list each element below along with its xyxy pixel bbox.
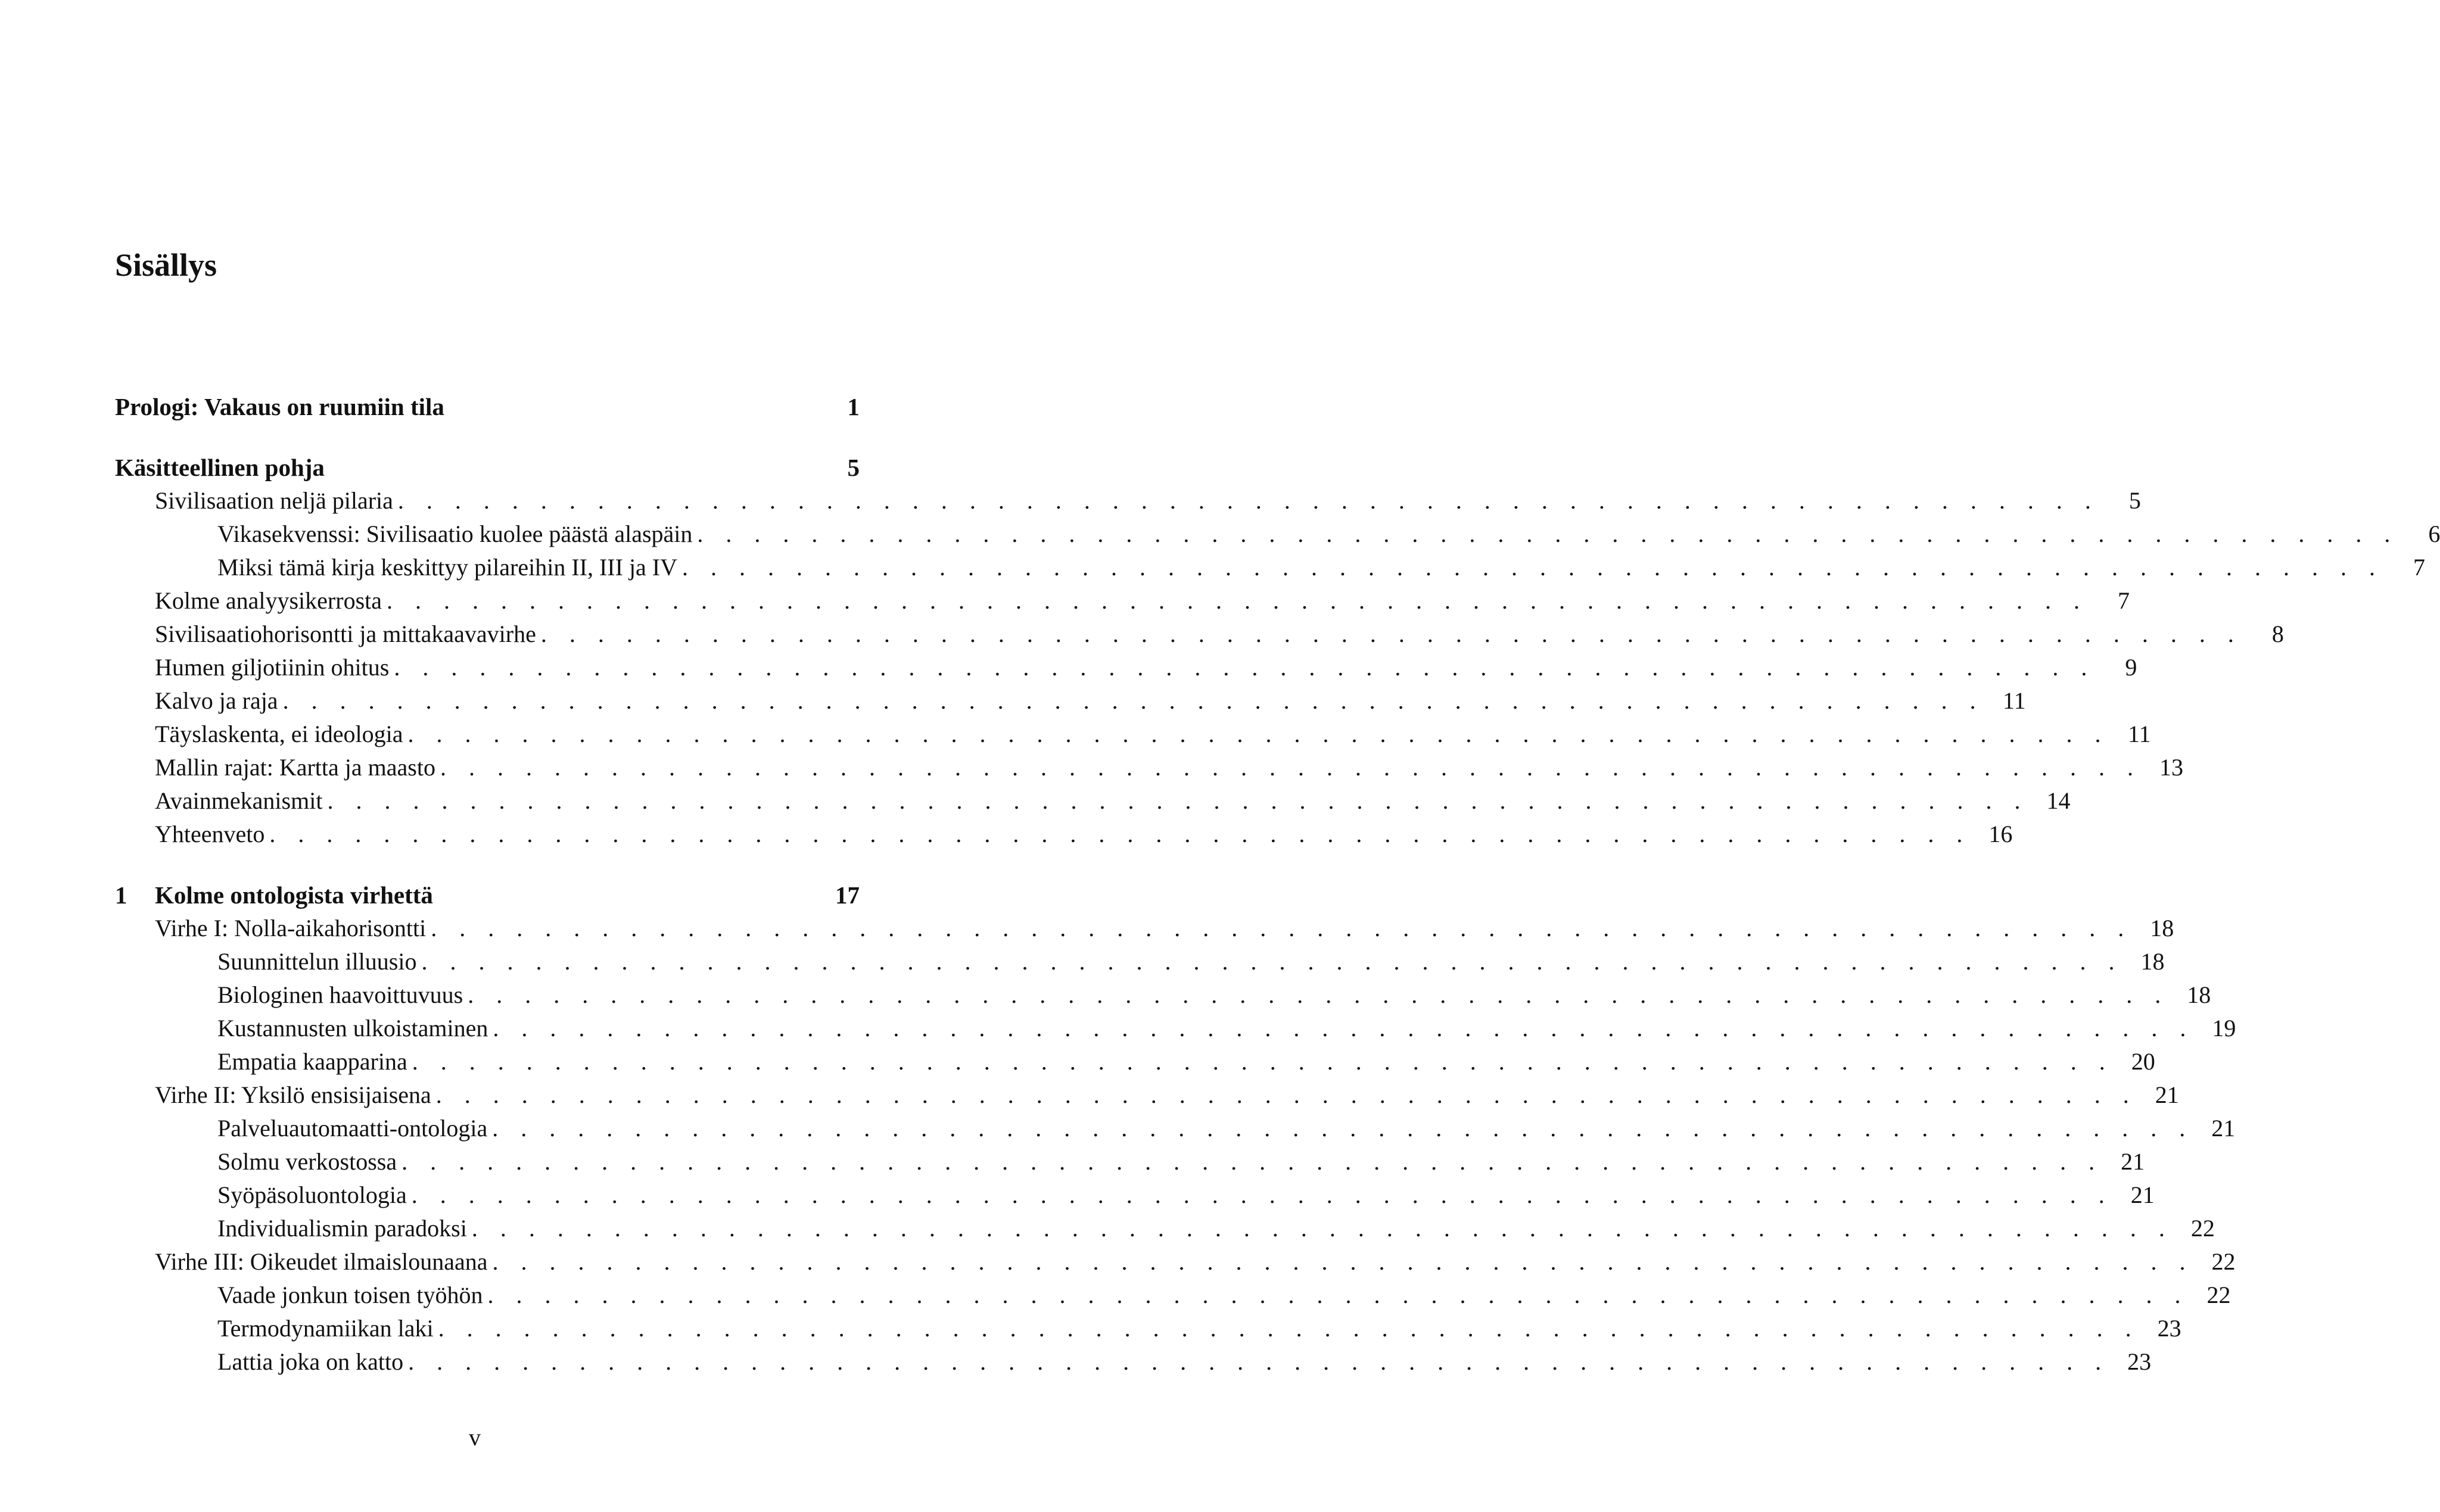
toc-entry-label: Sivilisaatiohorisontti ja mittakaavavirhe xyxy=(155,618,541,651)
toc-entry[interactable] xyxy=(115,1012,2236,1045)
toc-entry-label: Empatia kaapparina xyxy=(217,1045,412,1078)
toc-entry[interactable] xyxy=(115,818,2013,851)
toc-entry[interactable] xyxy=(115,1145,2145,1179)
toc-page-number: 23 xyxy=(2127,1348,2152,1375)
toc-page-number: 21 xyxy=(2121,1148,2145,1175)
toc-entry[interactable] xyxy=(115,945,2165,978)
toc-entry-label: Avainmekanismit xyxy=(155,784,327,818)
dot-leader: . . . . . . . . . . . . . . . . . . . . . . . . . . . . . . . . . . . . . . . . . . . . . . . . . . . . . . . . . . . . xyxy=(327,787,2029,814)
toc-entry[interactable] xyxy=(115,718,2151,751)
table-of-contents xyxy=(115,390,2440,1379)
toc-part-entry[interactable] xyxy=(115,390,860,423)
toc-entry[interactable] xyxy=(115,618,2284,651)
toc-entry[interactable] xyxy=(115,517,2440,551)
toc-entry[interactable] xyxy=(115,584,2130,618)
dot-leader: . . . . . . . . . . . . . . . . . . . . . . . . . . . . . . . . . . . . . . . . . . . . . . . . . . . . . . . . . . . . xyxy=(468,981,2170,1008)
toc-entry-label: Kolme analyysikerrosta xyxy=(155,584,387,618)
dot-leader: . . . . . . . . . . . . . . . . . . . . . . . . . . . . . . . . . . . . . . . . . . . . . . . . . . . . . . . . . . . . xyxy=(408,1348,2110,1375)
toc-entry[interactable] xyxy=(115,1245,2236,1279)
dot-leader: . . . . . . . . . . . . . . . . . . . . . . . . . . . . . . . . . . . . . . . . . . . . . . . . . . . . . . . . . . . . xyxy=(412,1048,2114,1075)
dot-leader: . . . . . . . . . . . . . . . . . . . . . . . . . . . . . . . . . . . . . . . . . . . . . . . . . . . . . . . . . . . . xyxy=(421,948,2123,975)
dot-leader: . . . . . . . . . . . . . . . . . . . . . . . . . . . . . . . . . . . . . . . . . . . . . . . . . . . . . . . . . . . . xyxy=(492,1115,2194,1142)
toc-page-number: 20 xyxy=(2131,1048,2155,1075)
toc-entry-label: Vikasekvenssi: Sivilisaatio kuolee päästä alaspäin xyxy=(217,517,697,551)
toc-entry-label: Individualismin paradoksi xyxy=(217,1212,472,1245)
toc-page-number: 5 xyxy=(2128,487,2141,514)
toc-page-number: 13 xyxy=(2159,754,2183,781)
dot-leader: . . . . . . . . . . . . . . . . . . . . . . . . . . . . . . . . . . . . . . . . . . . . . . . . . . . . . . . . . . . . xyxy=(438,1315,2140,1342)
toc-entry[interactable] xyxy=(115,1212,2215,1245)
chapter-number: 1 xyxy=(115,881,127,909)
toc-entry-label: Virhe III: Oikeudet ilmaislounaana xyxy=(155,1245,493,1279)
toc-page-number: 14 xyxy=(2046,787,2071,814)
toc-entry[interactable] xyxy=(115,1045,2155,1078)
toc-entry-label: Syöpäsoluontologia xyxy=(217,1179,412,1212)
toc-entry-label: Kustannusten ulkoistaminen xyxy=(217,1012,493,1045)
toc-page-number: 1 xyxy=(847,393,860,420)
toc-entry-label: Humen giljotiinin ohitus xyxy=(155,651,394,684)
dot-leader: . . . . . . . . . . . . . . . . . . . . . . . . . . . . . . . . . . . . . . . . . . . . . . . . . . . . . . . . . . . . xyxy=(471,1215,2173,1242)
toc-entry[interactable] xyxy=(115,784,2071,818)
toc-entry[interactable] xyxy=(115,1279,2231,1312)
toc-entry-label: Termodynamiikan laki xyxy=(217,1312,438,1345)
toc-entry[interactable] xyxy=(115,684,2026,718)
dot-leader: . . . . . . . . . . . . . . . . . . . . . . . . . . . . . . . . . . . . . . . . . . . . . . . . . . . . . . . . . . . . xyxy=(682,554,2384,581)
toc-entry-label: Suunnittelun illuusio xyxy=(217,945,421,978)
toc-part-entry[interactable] xyxy=(115,878,860,912)
toc-entry[interactable] xyxy=(115,1345,2152,1379)
toc-page-number: 22 xyxy=(2211,1248,2236,1275)
dot-leader: . . . . . . . . . . . . . . . . . . . . . . . . . . . . . . . . . . . . . . . . . . . . . . . . . . . . . . . . . . . . xyxy=(492,1248,2194,1275)
toc-page-number: 11 xyxy=(2128,721,2151,747)
dot-leader: . . . . . . . . . . . . . . . . . . . . . . . . . . . . . . . . . . . . . . . . . . . . . . . . . . . . . . . . . . . . xyxy=(407,721,2109,747)
toc-entry-label: Yhteenveto xyxy=(155,818,269,851)
toc-entry[interactable] xyxy=(115,912,2174,945)
dot-leader: . . . . . . . . . . . . . . . . . . . . . . . . . . . . . . . . . . . . . . . . . . . . . . . . . . . . . . . . . . . . xyxy=(440,754,2142,781)
toc-page-number: 18 xyxy=(2140,948,2165,975)
toc-page-number: 6 xyxy=(2428,520,2440,547)
dot-leader: . . . . . . . . . . . . . . . . . . . . . . . . . . . . . . . . . . . . . . . . . . . . . . . . . . . . . . . . . . . . xyxy=(697,520,2399,547)
toc-entry-label: Prologi: Vakaus on ruumiin tila xyxy=(115,390,449,423)
toc-page-number: 19 xyxy=(2212,1015,2236,1042)
toc-entry-label: Kolme ontologista virhettä xyxy=(155,878,438,912)
toc-page-number: 5 xyxy=(847,454,860,481)
toc-entry-label: Mallin rajat: Kartta ja maasto xyxy=(155,751,440,784)
toc-entry-label: Virhe II: Yksilö ensisijaisena xyxy=(155,1078,436,1112)
dot-leader: . . . . . . . . . . . . . . . . . . . . . . . . . . . . . . . . . . . . . . . . . . . . . . . . . . . . . . . . . . . . xyxy=(387,587,2088,614)
toc-page-number: 22 xyxy=(2206,1282,2231,1308)
toc-page-number: 17 xyxy=(835,881,860,909)
toc-page-number: 18 xyxy=(2187,981,2211,1008)
toc-page-number: 16 xyxy=(1988,821,2013,847)
toc-entry-label: Käsitteellinen pohja xyxy=(115,451,329,484)
toc-entry-label: Miksi tämä kirja keskittyy pilareihin II, III ja IV xyxy=(217,551,682,584)
toc-page-number: 21 xyxy=(2211,1115,2236,1142)
toc-page-number: 21 xyxy=(2155,1081,2179,1108)
dot-leader: . . . . . . . . . . . . . . . . . . . . . . . . . . . . . . . . . . . . . . . . . . . . . . . . . . . . . . . . . . . . xyxy=(487,1282,2189,1308)
toc-page-number: 7 xyxy=(2413,554,2426,581)
dot-leader: . . . . . . . . . . . . . . . . . . . . . . . . . . . . . . . . . . . . . . . . . . . . . . . . . . . . . . . . . . . . xyxy=(394,654,2096,681)
toc-entry[interactable] xyxy=(115,978,2211,1012)
toc-page-number: 11 xyxy=(2003,687,2026,714)
toc-entry[interactable] xyxy=(115,551,2426,584)
toc-entry[interactable] xyxy=(115,484,2141,517)
dot-leader: . . . . . . . . . . . . . . . . . . . . . . . . . . . . . . . . . . . . . . . . . . . . . . . . . . . . . . . . . . . . xyxy=(435,1081,2137,1108)
toc-entry[interactable] xyxy=(115,1078,2179,1112)
dot-leader: . . . . . . . . . . . . . . . . . . . . . . . . . . . . . . . . . . . . . . . . . . . . . . . . . . . . . . . . . . . . xyxy=(402,1148,2103,1175)
toc-entry-label: Solmu verkostossa xyxy=(217,1145,402,1179)
toc-entry[interactable] xyxy=(115,751,2183,784)
page-title: Sisällys xyxy=(115,247,217,283)
toc-entry-label: Sivilisaation neljä pilaria xyxy=(155,484,398,517)
toc-page-number: 21 xyxy=(2130,1181,2155,1208)
toc-page-number: 8 xyxy=(2271,621,2284,647)
toc-page-number: 7 xyxy=(2118,587,2130,614)
dot-leader: . . . . . . . . . . . . . . . . . . . . . . . . . . . . . . . . . . . . . . . . . . . . . . . . . . . . . . . . . . . . xyxy=(540,621,2242,647)
toc-page-number: 9 xyxy=(2125,654,2137,681)
dot-leader: . . . . . . . . . . . . . . . . . . . . . . . . . . . . . . . . . . . . . . . . . . . . . . . . . . . . . . . . . . . . xyxy=(431,915,2133,942)
toc-page-number: 22 xyxy=(2190,1215,2215,1242)
toc-entry-label: Virhe I: Nolla-aikahorisontti xyxy=(155,912,431,945)
toc-entry-label: Vaade jonkun toisen työhön xyxy=(217,1279,488,1312)
dot-leader: . . . . . . . . . . . . . . . . . . . . . . . . . . . . . . . . . . . . . . . . . . . . . . . . . . . . . . . . . . . . xyxy=(282,687,1984,714)
toc-entry-label: Lattia joka on katto xyxy=(217,1345,408,1379)
dot-leader: . . . . . . . . . . . . . . . . . . . . . . . . . . . . . . . . . . . . . . . . . . . . . . . . . . . . . . . . . . . . xyxy=(411,1181,2113,1208)
dot-leader: . . . . . . . . . . . . . . . . . . . . . . . . . . . . . . . . . . . . . . . . . . . . . . . . . . . . . . . . . . . . xyxy=(493,1015,2195,1042)
toc-entry-label: Täyslaskenta, ei ideologia xyxy=(155,718,408,751)
page-number: v xyxy=(469,1424,481,1451)
toc-part-entry[interactable] xyxy=(115,451,860,484)
toc-entry[interactable] xyxy=(115,1112,2236,1145)
toc-page-number: 23 xyxy=(2157,1315,2181,1342)
toc-entry-label: Palveluautomaatti-ontologia xyxy=(217,1112,492,1145)
toc-entry[interactable] xyxy=(115,651,2137,684)
toc-entry-label: Biologinen haavoittuvuus xyxy=(217,978,468,1012)
dot-leader: . . . . . . . . . . . . . . . . . . . . . . . . . . . . . . . . . . . . . . . . . . . . . . . . . . . . . . . . . . . . xyxy=(397,487,2099,514)
toc-entry[interactable] xyxy=(115,1312,2181,1345)
toc-page-number: 18 xyxy=(2150,915,2174,942)
toc-entry-label: Kalvo ja raja xyxy=(155,684,283,718)
dot-leader: . . . . . . . . . . . . . . . . . . . . . . . . . . . . . . . . . . . . . . . . . . . . . . . . . . . . . . . . . . . . xyxy=(269,821,1971,847)
toc-entry[interactable] xyxy=(115,1179,2155,1212)
